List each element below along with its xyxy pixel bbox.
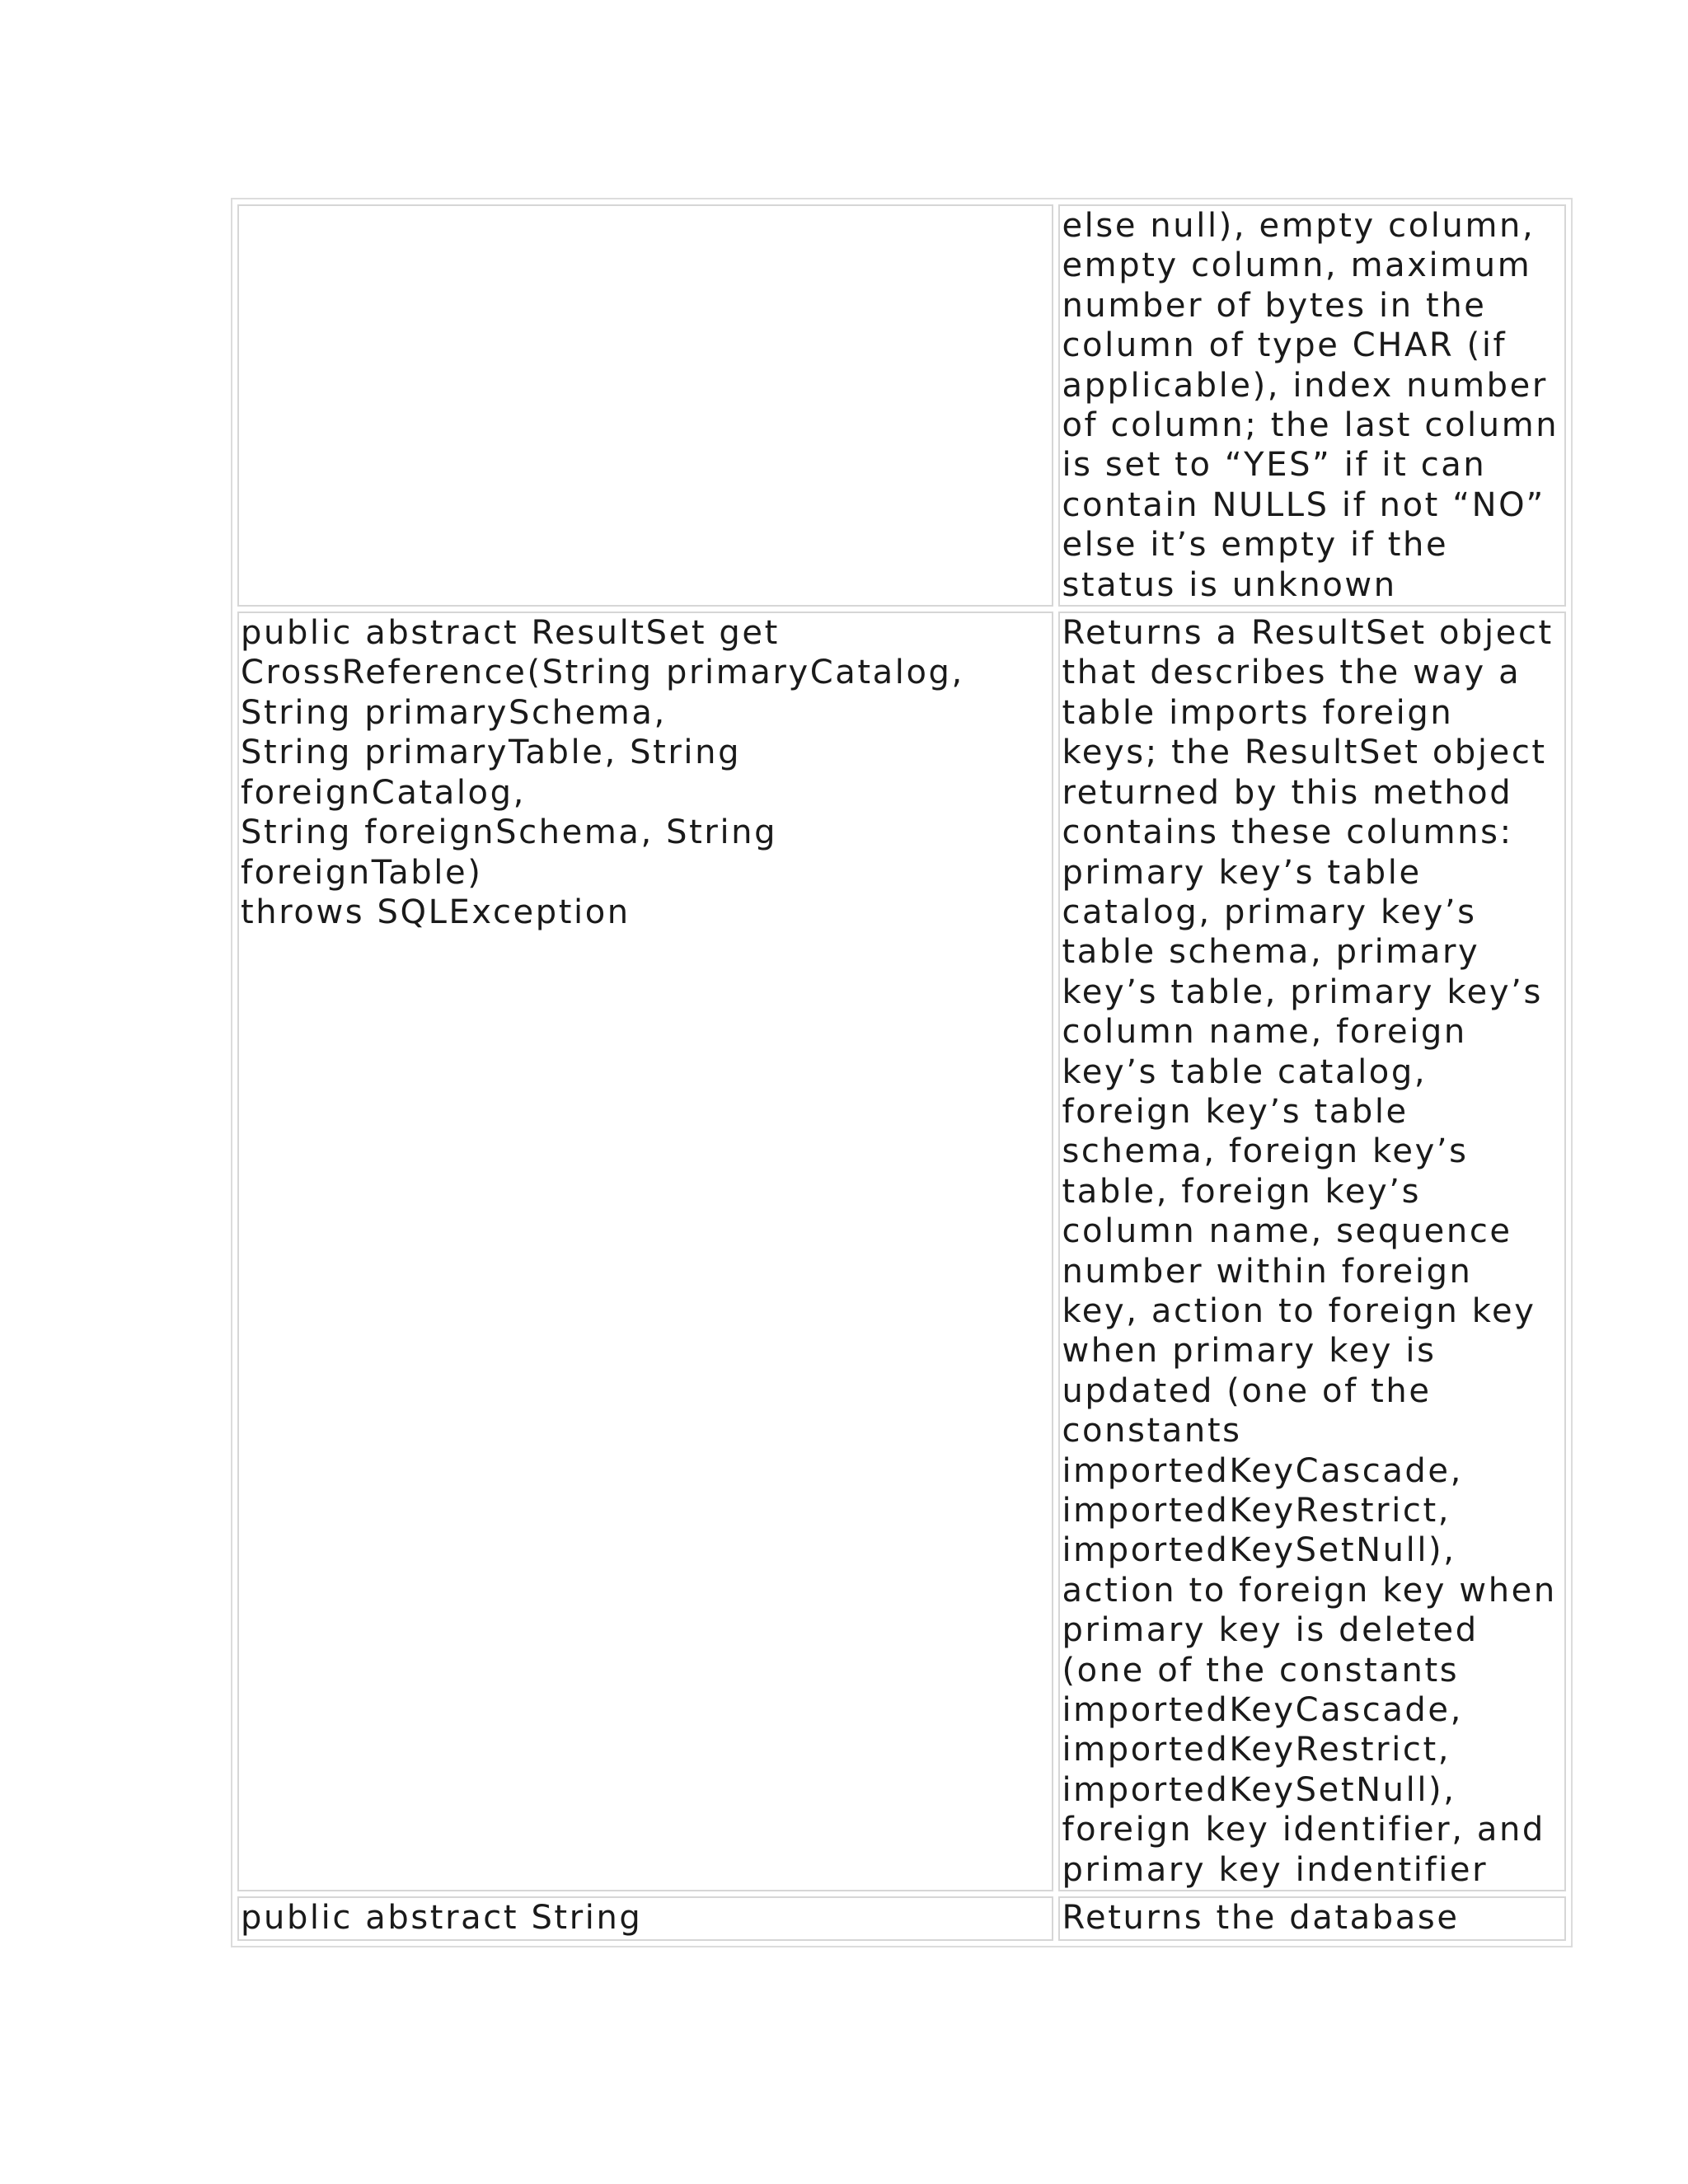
method-signature-cell: public abstract ResultSet get CrossReference(String primaryCatalog, String primarySchema, String primaryTable, String foreignCatalog, String foreignSchema, String foreignTable) throws SQLException [237, 612, 1053, 1891]
method-signature-cell: public abstract String [237, 1896, 1053, 1941]
table-row [237, 612, 1566, 1891]
method-description-cell: Returns a ResultSet object that describes the way a table imports foreign keys; the ResultSet object returned by this method contains these columns: primary key’s table catalog, primary key’s table schema, primary key’s table, primary key’s column name, foreign key’s table catalog, foreign key’s table schema, foreign key’s table, foreign key’s column name, sequence number within foreign key, action to foreign key when primary key is updated (one of the constants importedKeyCascade, importedKeyRestrict, importedKeySetNull), action to foreign key when primary key is deleted (one of the constants importedKeyCascade, importedKeyRestrict, importedKeySetNull), foreign key identifier, and primary key indentifier [1058, 612, 1566, 1891]
method-description-cell: Returns the database [1058, 1896, 1566, 1941]
method-description-cell: else null), empty column, empty column, maximum number of bytes in the column of type CHAR (if applicable), index number of column; the last column is set to “YES” if it can contain NULLS if not “NO” else it’s empty if the status is unknown [1058, 204, 1566, 607]
table-row [237, 1896, 1566, 1941]
method-signature-cell [237, 204, 1053, 607]
table-row [237, 204, 1566, 607]
method-table [231, 198, 1573, 1947]
